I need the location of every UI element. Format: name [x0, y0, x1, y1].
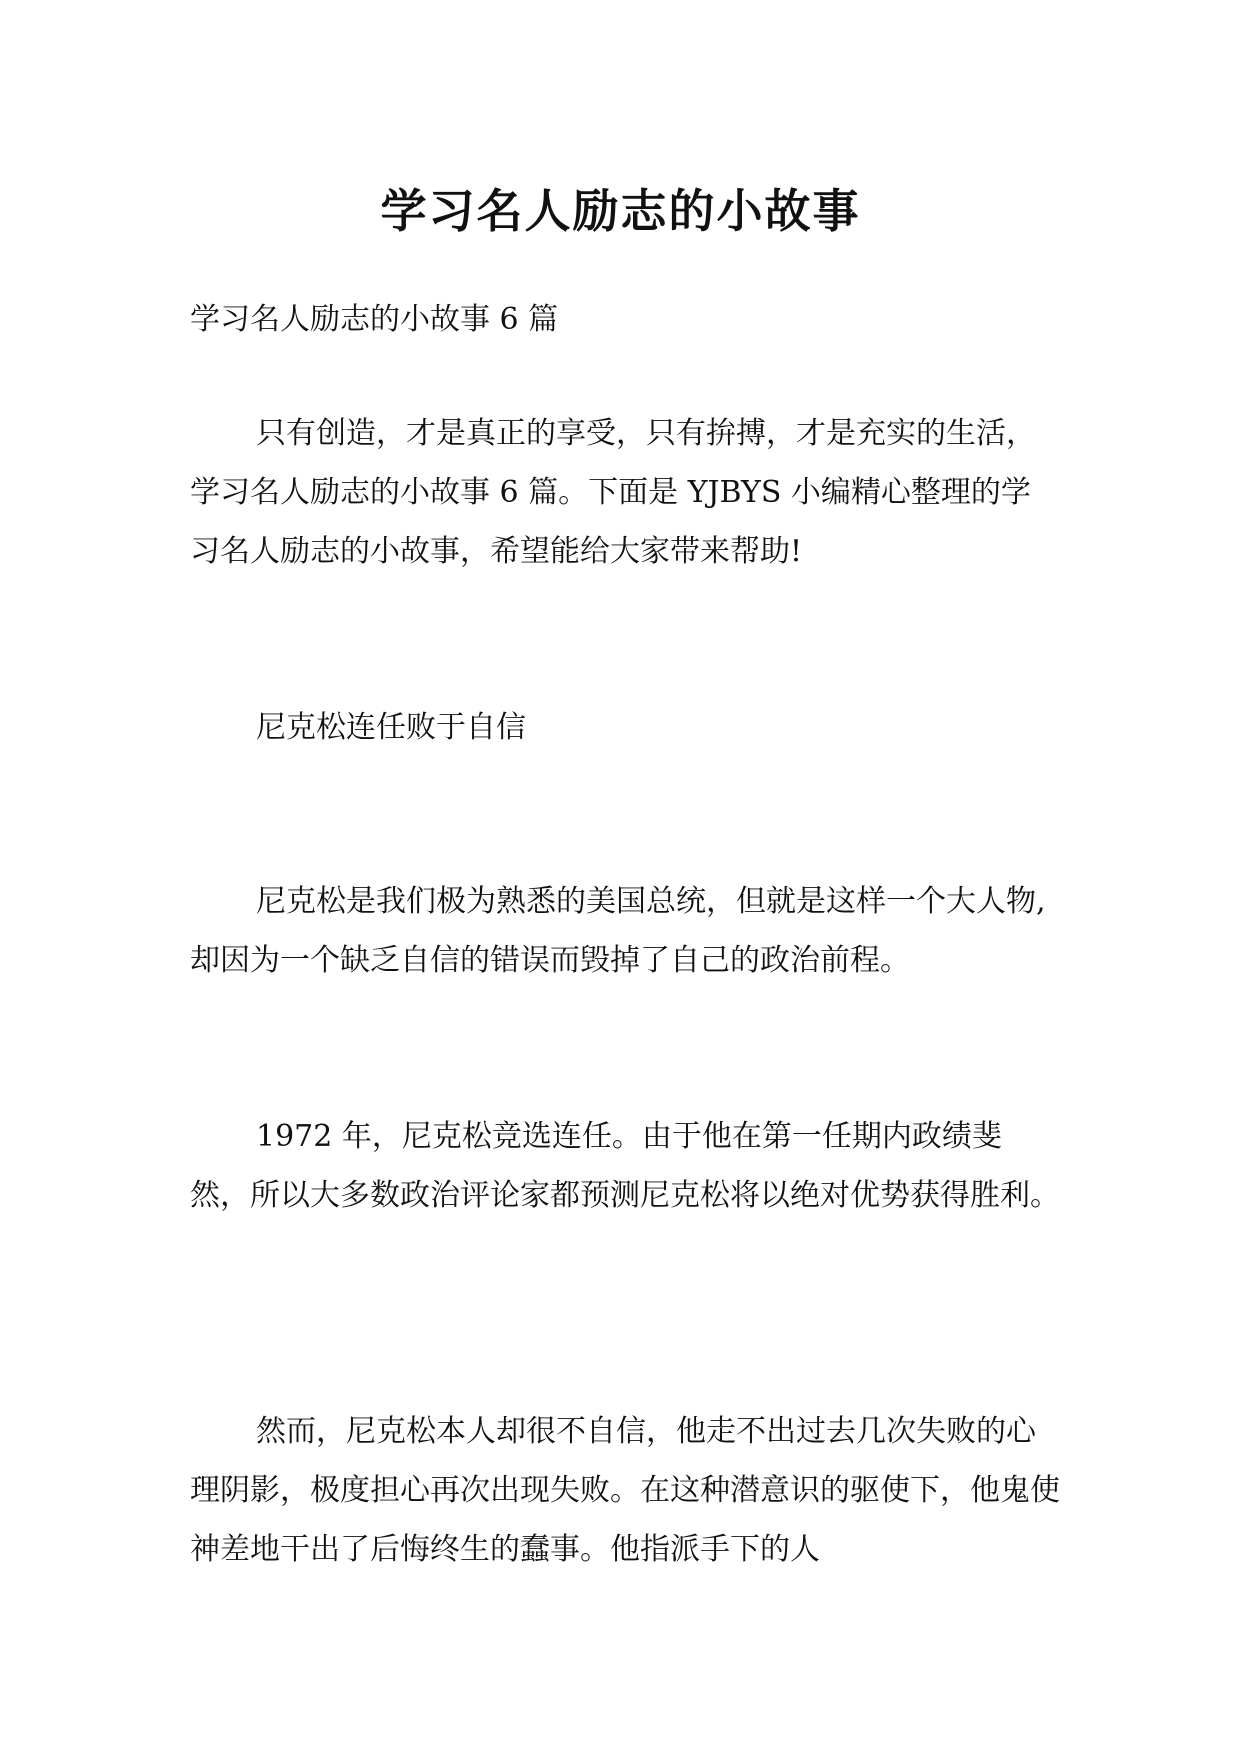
story-heading: 尼克松连任败于自信: [256, 710, 526, 745]
intro-paragraph: 只有创造，才是真正的享受，只有拚搏，才是充实的生活，学习名人励志的小故事 6 篇。下面是 YJBYS 小编精心整理的学习名人励志的小故事，希望能给大家带来帮助!: [190, 416, 1036, 569]
story-paragraph: 尼克松是我们极为熟悉的美国总统，但就是这样一个大人物,却因为一个缺乏自信的错误而毁掉了自己的政治前程。: [190, 884, 1046, 978]
document-subtitle: 学习名人励志的小故事 6 篇: [190, 302, 559, 337]
document-title: 学习名人励志的小故事: [380, 183, 861, 238]
story-paragraph: 然而，尼克松本人却很不自信，他走不出过去几次失败的心理阴影，极度担心再次出现失败。在这种潜意识的驱使下，他鬼使神差地干出了后悔终生的蠢事。他指派手下的人: [190, 1414, 1060, 1567]
story-paragraph: 1972 年，尼克松竞选连任。由于他在第一任期内政绩斐然，所以大多数政治评论家都预测尼克松将以绝对优势获得胜利。: [190, 1119, 1060, 1213]
